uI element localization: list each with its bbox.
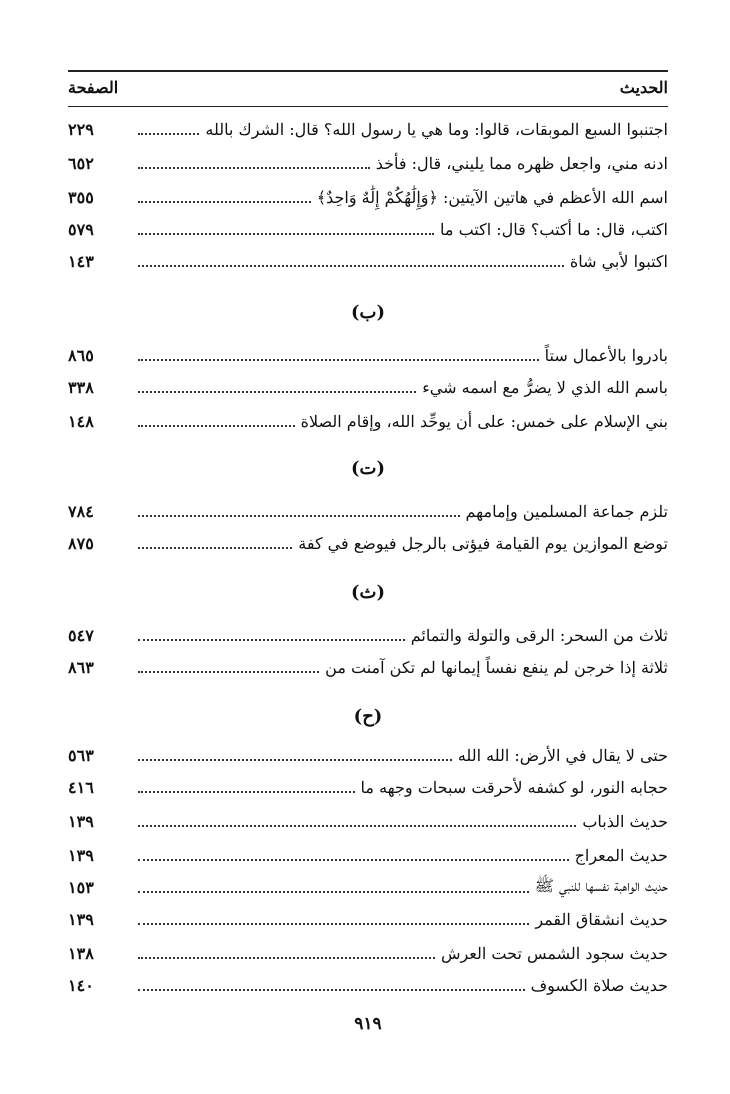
leader-dots [138, 515, 460, 517]
leader-dots [138, 547, 292, 549]
hadith-text: بادروا بالأعمال ستاً [544, 345, 668, 365]
page-number: ٦٥٢ [68, 153, 94, 173]
hadith-text: اسم الله الأعظم في هاتين الآيتين: ﴿وَإِلَٰهُكُمْ إِلَٰهٌ وَاحِدٌ﴾ [316, 187, 668, 207]
list-item [68, 246, 668, 276]
page-column-label: الصفحة [68, 78, 119, 97]
hadith-text: حجابه النور، لو كشفه لأحرقت سبحات وجهه ما [360, 777, 668, 797]
list-item [68, 114, 668, 144]
page-number: ٢٢٩ [68, 119, 94, 139]
leader-dots [138, 639, 405, 641]
hadith-text: حتى لا يقال في الأرض: الله الله [457, 745, 668, 765]
list-item [68, 840, 668, 870]
hadith-text: حديث المعراج [574, 845, 668, 865]
section-letter-ha: (ح) [353, 706, 383, 727]
leader-dots [138, 425, 295, 427]
leader-dots [138, 133, 199, 135]
list-item [68, 182, 668, 212]
leader-dots [138, 201, 311, 203]
page-number: ٥٧٩ [68, 219, 94, 239]
leader-dots [138, 265, 564, 267]
hadith-text: ثلاث من السحر: الرقى والتولة والتمائم [410, 625, 668, 645]
section-letter-ba: (ب) [351, 302, 385, 323]
page-number: ١٣٩ [68, 845, 94, 865]
page-number: ٨٦٥ [68, 345, 94, 365]
leader-dots [138, 167, 370, 169]
page-number: ٥٤٧ [68, 625, 94, 645]
hadith-column-label: الحديث [619, 78, 668, 97]
list-item [68, 970, 668, 1000]
hadith-text: حديث سجود الشمس تحت العرش [440, 943, 668, 963]
leader-dots [138, 891, 529, 893]
hadith-text: باسم الله الذي لا يضرُّ مع اسمه شيء [422, 377, 668, 397]
page-number: ٣٣٨ [68, 377, 94, 397]
hadith-text: اجتنبوا السبع الموبقات، قالوا: وما هي يا رسول الله؟ قال: الشرك بالله [205, 119, 668, 139]
list-item [68, 740, 668, 770]
page-number: ١٣٩ [68, 811, 94, 831]
page-number: ١٥٣ [68, 877, 94, 897]
leader-dots [138, 759, 452, 761]
table-header [68, 70, 668, 107]
list-item [68, 406, 668, 436]
leader-dots [138, 957, 435, 959]
page-number: ٨٧٥ [68, 533, 94, 553]
hadith-text: ثلاثة إذا خرجن لم ينفع نفساً إيمانها لم تكن آمنت من [325, 657, 668, 677]
index-page [68, 0, 668, 1094]
hadith-text: ادنه مني، واجعل ظهره مما يليني، قال: فأخذ [375, 153, 668, 173]
page-number: ١٤٣ [68, 251, 94, 271]
hadith-text: اكتبوا لأبي شاة [569, 251, 668, 271]
leader-dots [138, 359, 539, 361]
leader-dots [138, 989, 525, 991]
list-item [68, 620, 668, 650]
footer-page-number: ٩١٩ [354, 1014, 382, 1034]
hadith-text: حديث صلاة الكسوف [530, 975, 668, 995]
hadith-text: حديث الواهبة نفسها للنبي ﷺ [534, 875, 668, 895]
leader-dots [138, 859, 569, 861]
hadith-text: بني الإسلام على خمس: على أن يوحِّد الله، وإقام الصلاة [300, 411, 668, 431]
leader-dots [138, 923, 529, 925]
leader-dots [138, 791, 355, 793]
leader-dots [138, 825, 576, 827]
leader-dots [138, 671, 319, 673]
list-item [68, 652, 668, 682]
page-number: ١٣٨ [68, 943, 94, 963]
list-item [68, 496, 668, 526]
list-item [68, 340, 668, 370]
list-item [68, 372, 668, 402]
list-item [68, 214, 668, 244]
page-number: ٤١٦ [68, 777, 94, 797]
hadith-text: توضع الموازين يوم القيامة فيؤتى بالرجل فيوضع في كفة [298, 533, 668, 553]
hadith-text: اكتب، قال: ما أكتب؟ قال: اكتب ما [440, 219, 668, 239]
page-number: ٧٨٤ [68, 501, 94, 521]
leader-dots [138, 233, 434, 235]
page-number: ١٣٩ [68, 909, 94, 929]
list-item [68, 938, 668, 968]
hadith-text: تلزم جماعة المسلمين وإمامهم [465, 501, 668, 521]
hadith-text: حديث انشقاق القمر [535, 909, 668, 929]
page-number: ٣٥٥ [68, 187, 94, 207]
leader-dots [138, 391, 416, 393]
list-item [68, 872, 668, 902]
list-item [68, 904, 668, 934]
list-item [68, 528, 668, 558]
page-number: ١٤٨ [68, 411, 94, 431]
list-item [68, 148, 668, 178]
hadith-text: حديث الذباب [582, 811, 668, 831]
section-letter-tha: (ث) [351, 582, 385, 603]
page-number: ١٤٠ [68, 975, 94, 995]
list-item [68, 772, 668, 802]
page-number: ٨٦٣ [68, 657, 94, 677]
section-letter-ta: (ت) [351, 458, 385, 479]
list-item [68, 806, 668, 836]
page-number: ٥٦٣ [68, 745, 94, 765]
